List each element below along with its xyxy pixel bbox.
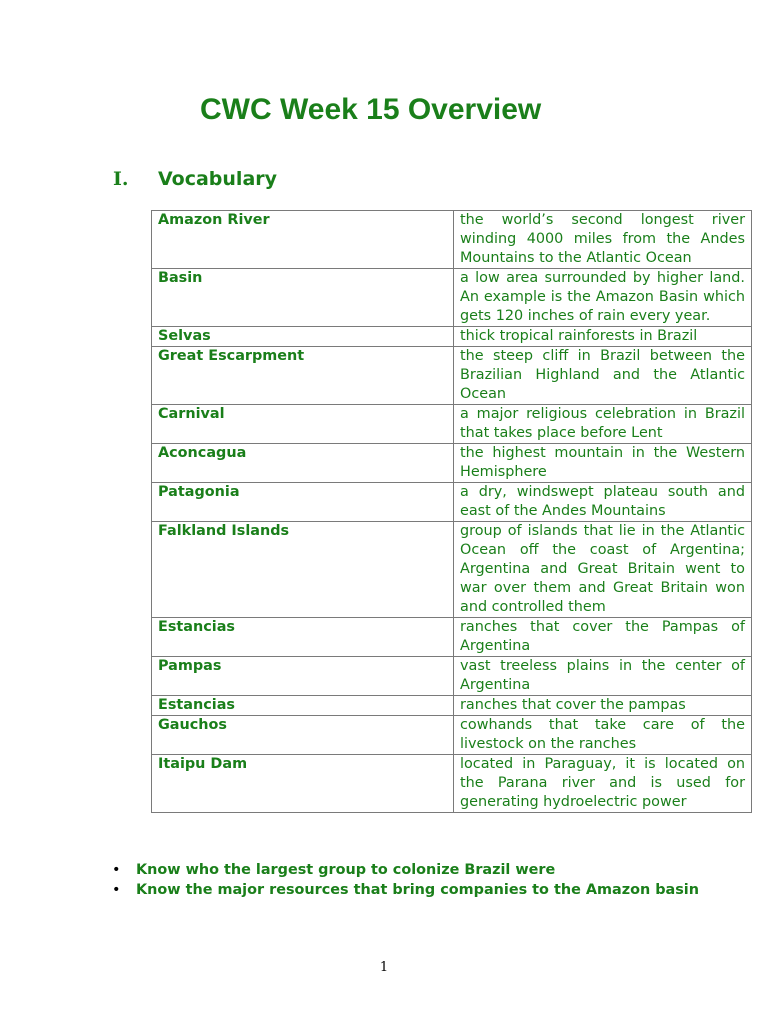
vocab-definition: vast treeless plains in the center of Argentina <box>454 657 752 696</box>
table-row <box>152 269 752 327</box>
section-numeral: I. <box>113 168 129 190</box>
study-points-list <box>110 860 710 900</box>
list-item-text: Know who the largest group to colonize Brazil were <box>136 862 556 878</box>
vocab-term: Amazon River <box>152 211 454 269</box>
vocab-definition: group of islands that lie in the Atlantic Ocean off the coast of Argentina; Argentina and Great Britain went to war over them and Great Britain won and controlled them <box>454 522 752 618</box>
vocab-term: Selvas <box>152 327 454 347</box>
bullet-icon: • <box>112 882 121 898</box>
vocab-definition: located in Paraguay, it is located on the Parana river and is used for generating hydroelectric power <box>454 755 752 813</box>
vocab-term: Gauchos <box>152 716 454 755</box>
vocab-term: Aconcagua <box>152 444 454 483</box>
vocab-term: Estancias <box>152 696 454 716</box>
vocab-definition: thick tropical rainforests in Brazil <box>454 327 752 347</box>
vocab-definition: a low area surrounded by higher land. An example is the Amazon Basin which gets 120 inches of rain every year. <box>454 269 752 327</box>
table-row <box>152 327 752 347</box>
vocab-term: Carnival <box>152 405 454 444</box>
vocab-definition: ranches that cover the pampas <box>454 696 752 716</box>
vocab-term: Great Escarpment <box>152 347 454 405</box>
table-row <box>152 755 752 813</box>
section-heading-label: Vocabulary <box>158 168 278 190</box>
vocab-term: Patagonia <box>152 483 454 522</box>
table-row <box>152 405 752 444</box>
vocab-term: Falkland Islands <box>152 522 454 618</box>
page-number: 1 <box>379 960 389 975</box>
table-row <box>152 716 752 755</box>
table-row <box>152 618 752 657</box>
vocab-definition: the highest mountain in the Western Hemisphere <box>454 444 752 483</box>
table-row <box>152 657 752 696</box>
vocab-term: Estancias <box>152 618 454 657</box>
list-item <box>110 860 710 880</box>
table-row <box>152 347 752 405</box>
vocab-definition: the steep cliff in Brazil between the Brazilian Highland and the Atlantic Ocean <box>454 347 752 405</box>
table-row <box>152 522 752 618</box>
bullet-icon: • <box>112 862 121 878</box>
list-item-text: Know the major resources that bring companies to the Amazon basin <box>136 882 699 898</box>
vocab-term: Pampas <box>152 657 454 696</box>
vocab-term: Itaipu Dam <box>152 755 454 813</box>
section-heading <box>113 166 277 192</box>
vocab-definition: a dry, windswept plateau south and east of the Andes Mountains <box>454 483 752 522</box>
vocab-term: Basin <box>152 269 454 327</box>
vocab-definition: ranches that cover the Pampas of Argentina <box>454 618 752 657</box>
list-item <box>110 880 710 900</box>
vocab-definition: the world’s second longest river winding 4000 miles from the Andes Mountains to the Atlantic Ocean <box>454 211 752 269</box>
page-title: CWC Week 15 Overview <box>200 93 542 126</box>
table-row <box>152 444 752 483</box>
table-row <box>152 211 752 269</box>
vocabulary-table <box>151 210 752 813</box>
vocab-definition: a major religious celebration in Brazil that takes place before Lent <box>454 405 752 444</box>
table-row <box>152 483 752 522</box>
table-row <box>152 696 752 716</box>
vocab-definition: cowhands that take care of the livestock on the ranches <box>454 716 752 755</box>
